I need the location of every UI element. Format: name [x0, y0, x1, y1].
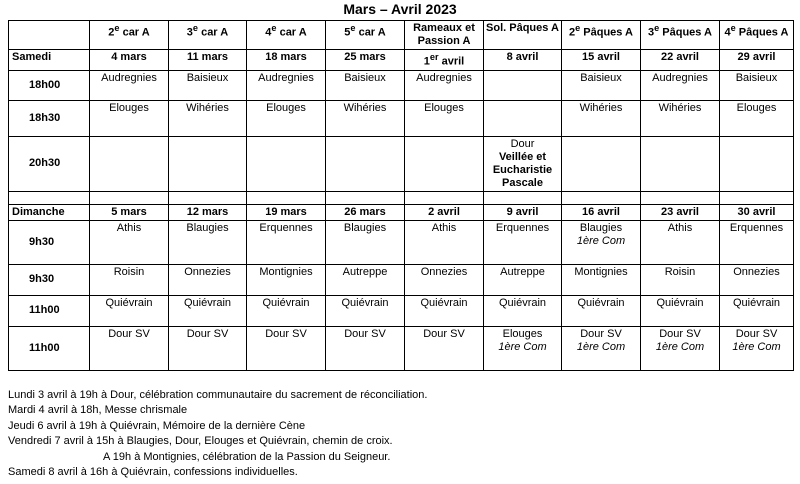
cell-superscript: e	[350, 23, 356, 33]
sunday-date: 16 avril	[562, 204, 641, 220]
mass-cell	[720, 326, 794, 370]
mass-cell: Baisieux	[169, 70, 247, 100]
time-label: 9h30	[9, 264, 90, 295]
corner-cell	[9, 21, 90, 50]
mass-place: Quiévrain	[732, 296, 781, 309]
time-label: 9h30	[9, 220, 90, 264]
mass-cell: Audregnies	[405, 70, 484, 100]
communion-note: 1ère Com	[655, 340, 705, 353]
mass-cell	[169, 220, 247, 264]
mass-place: Quiévrain	[420, 296, 468, 309]
time-label: 18h30	[9, 100, 90, 136]
mass-cell	[247, 136, 326, 191]
mass-cell	[484, 100, 562, 136]
saturday-date	[405, 50, 484, 71]
mass-cell	[720, 264, 794, 295]
mass-cell	[641, 220, 720, 264]
saturday-date	[169, 50, 247, 71]
mass-cell	[562, 326, 641, 370]
mass-cell	[326, 136, 405, 191]
mass-cell: Baisieux	[562, 70, 641, 100]
time-label: 18h00	[9, 70, 90, 100]
mass-cell	[484, 295, 562, 326]
note-line: Vendredi 7 avril à 15h à Blaugies, Dour, Elouges et Quiévrain, chemin de croix.	[8, 435, 393, 448]
cell-text: 11 mars	[187, 51, 228, 63]
sunday-date: 23 avril	[641, 204, 720, 220]
mass-cell	[720, 295, 794, 326]
cell-superscript: e	[271, 23, 277, 33]
mass-place: Dour SV	[580, 327, 622, 340]
mass-cell	[484, 136, 562, 191]
mass-place: Quiévrain	[656, 296, 704, 309]
mass-schedule-table	[8, 20, 794, 371]
cell-text: 15 avril	[582, 51, 620, 63]
mass-cell	[405, 220, 484, 264]
time-label: 20h30	[9, 136, 90, 191]
communion-note: 1ère Com	[732, 340, 781, 353]
cell-text: 29 avril	[737, 51, 776, 63]
mass-place: Blaugies	[579, 221, 623, 234]
vigil-text: Veillée et	[498, 150, 547, 163]
cell-text: 4 mars	[111, 51, 147, 63]
mass-cell: Audregnies	[247, 70, 326, 100]
mass-cell: Elouges	[720, 100, 794, 136]
column-header	[484, 21, 562, 50]
note-line: Lundi 3 avril à 19h à Dour, célébration communautaire du sacrement de réconciliation.	[8, 389, 428, 401]
mass-place: Quiévrain	[183, 296, 232, 309]
mass-place: Athis	[116, 221, 142, 234]
mass-cell	[562, 136, 641, 191]
mass-cell	[484, 326, 562, 370]
saturday-time-row	[9, 100, 794, 136]
spacer-cell	[9, 191, 90, 204]
cell-superscript: e	[114, 23, 120, 33]
mass-cell	[247, 264, 326, 295]
column-header	[720, 21, 794, 50]
mass-cell	[90, 220, 169, 264]
saturday-time-row	[9, 136, 794, 191]
vigil-place: Dour	[510, 137, 535, 150]
spacer-cell	[641, 191, 720, 204]
column-header	[247, 21, 326, 50]
mass-place: Athis	[431, 221, 457, 234]
sunday-date: 19 mars	[247, 204, 326, 220]
cell-superscript: e	[730, 23, 736, 33]
notes-section	[8, 388, 792, 480]
mass-cell: Baisieux	[326, 70, 405, 100]
spacer-cell	[326, 191, 405, 204]
mass-place: Dour SV	[344, 327, 386, 340]
mass-place: Erquennes	[259, 221, 313, 234]
mass-place: Elouges	[502, 327, 543, 340]
mass-cell	[405, 326, 484, 370]
cell-text: Rameaux et Passion A	[413, 22, 475, 47]
cell-text: 4	[265, 26, 272, 39]
saturday-date	[247, 50, 326, 71]
spacer-row	[9, 191, 794, 204]
sunday-time-row	[9, 220, 794, 264]
spacer-cell	[90, 191, 169, 204]
cell-superscript: er	[429, 52, 439, 62]
communion-note: 1ère Com	[576, 340, 626, 353]
column-header	[405, 21, 484, 50]
cell-superscript: e	[575, 23, 581, 33]
cell-text: 2	[108, 26, 115, 39]
note-line: A 19h à Montignies, célébration de la Passion du Seigneur.	[103, 450, 391, 463]
note-line: Samedi 8 avril à 16h à Quiévrain, confessions individuelles.	[8, 466, 298, 479]
mass-place: Erquennes	[495, 221, 550, 234]
mass-cell: Elouges	[90, 100, 169, 136]
mass-place: Autreppe	[342, 265, 388, 278]
saturday-time-row	[9, 70, 794, 100]
cell-text-rest: Pâques A	[735, 26, 789, 39]
mass-cell	[169, 326, 247, 370]
mass-place: Quiévrain	[498, 296, 547, 309]
mass-cell: Audregnies	[641, 70, 720, 100]
cell-text-rest: Pâques A	[659, 26, 712, 39]
column-header	[562, 21, 641, 50]
cell-text: 8 avril	[506, 51, 539, 63]
mass-place: Onnezies	[733, 265, 780, 278]
saturday-date	[562, 50, 641, 71]
time-label: 11h00	[9, 295, 90, 326]
mass-cell	[641, 295, 720, 326]
column-header	[641, 21, 720, 50]
spacer-cell	[169, 191, 247, 204]
sunday-date: 26 mars	[326, 204, 405, 220]
column-header	[90, 21, 169, 50]
mass-cell: Wihéries	[326, 100, 405, 136]
cell-text: 3	[186, 26, 193, 39]
mass-cell	[405, 264, 484, 295]
time-label: 11h00	[9, 326, 90, 370]
mass-cell	[641, 264, 720, 295]
cell-text-rest: Pâques A	[580, 26, 633, 39]
cell-text: Sol. Pâques A	[486, 22, 559, 34]
mass-cell	[326, 264, 405, 295]
cell-text: 1	[423, 55, 430, 68]
saturday-date	[90, 50, 169, 71]
sunday-date: 5 mars	[90, 204, 169, 220]
mass-cell	[247, 326, 326, 370]
cell-superscript: e	[654, 23, 660, 33]
saturday-row	[9, 50, 794, 71]
mass-place: Roisin	[113, 265, 145, 278]
sunday-time-row	[9, 295, 794, 326]
saturday-label: Samedi	[9, 50, 90, 71]
cell-text-rest: car A	[119, 26, 150, 39]
cell-text: 25 mars	[344, 51, 386, 63]
mass-place: Roisin	[664, 265, 696, 278]
page-title: Mars – Avril 2023	[343, 1, 457, 17]
mass-cell	[90, 295, 169, 326]
sunday-date: 12 mars	[169, 204, 247, 220]
spacer-cell	[405, 191, 484, 204]
cell-text: 18 mars	[265, 51, 307, 63]
spacer-cell	[562, 191, 641, 204]
cell-text-rest: car A	[276, 26, 307, 39]
mass-cell	[247, 295, 326, 326]
mass-cell	[641, 326, 720, 370]
mass-place: Dour SV	[659, 327, 701, 340]
mass-cell: Elouges	[405, 100, 484, 136]
cell-text: 22 avril	[661, 51, 699, 63]
saturday-date	[720, 50, 794, 71]
column-header	[169, 21, 247, 50]
mass-place: Dour SV	[423, 327, 465, 340]
mass-cell	[247, 220, 326, 264]
communion-note: 1ère Com	[498, 340, 547, 353]
spacer-cell	[247, 191, 326, 204]
mass-cell	[562, 264, 641, 295]
mass-cell	[405, 295, 484, 326]
cell-text-rest: avril	[438, 55, 465, 68]
sunday-time-row	[9, 326, 794, 370]
mass-place: Onnezies	[184, 265, 231, 278]
sunday-label: Dimanche	[9, 204, 90, 220]
mass-cell	[326, 220, 405, 264]
mass-cell	[169, 136, 247, 191]
cell-text: 3	[648, 26, 655, 39]
mass-place: Dour SV	[735, 327, 778, 340]
mass-place: Dour SV	[265, 327, 307, 340]
header-row	[9, 21, 794, 50]
mass-cell	[90, 326, 169, 370]
spacer-cell	[484, 191, 562, 204]
cell-superscript: e	[192, 23, 199, 33]
sunday-row	[9, 204, 794, 220]
mass-cell: Audregnies	[90, 70, 169, 100]
column-header	[326, 21, 405, 50]
sunday-date: 9 avril	[484, 204, 562, 220]
mass-place: Quiévrain	[341, 296, 389, 309]
mass-place: Dour SV	[186, 327, 229, 340]
mass-cell	[90, 264, 169, 295]
saturday-date	[326, 50, 405, 71]
saturday-date	[641, 50, 720, 71]
mass-cell	[720, 220, 794, 264]
cell-text-rest: car A	[198, 26, 229, 39]
vigil-text: Eucharistie	[492, 163, 553, 176]
mass-place: Dour SV	[108, 327, 150, 340]
cell-text: 2	[569, 26, 576, 39]
mass-place: Onnezies	[420, 265, 468, 278]
mass-place: Blaugies	[343, 221, 387, 234]
saturday-date	[484, 50, 562, 71]
mass-cell	[484, 70, 562, 100]
mass-cell	[326, 295, 405, 326]
mass-cell: Wihéries	[562, 100, 641, 136]
communion-note: 1ère Com	[576, 234, 626, 247]
mass-cell	[405, 136, 484, 191]
mass-place: Blaugies	[186, 221, 229, 234]
sunday-date: 30 avril	[720, 204, 794, 220]
mass-place: Montignies	[259, 265, 313, 278]
mass-place: Quiévrain	[262, 296, 310, 309]
cell-text-rest: car A	[355, 26, 386, 39]
spacer-cell	[720, 191, 794, 204]
vigil-text: Pascale	[502, 176, 543, 189]
mass-place: Montignies	[574, 265, 628, 278]
mass-cell	[484, 264, 562, 295]
mass-cell	[562, 295, 641, 326]
cell-text: 4	[724, 26, 731, 39]
mass-place: Autreppe	[500, 265, 545, 278]
sunday-date: 2 avril	[405, 204, 484, 220]
mass-cell	[169, 264, 247, 295]
mass-cell	[641, 136, 720, 191]
mass-cell: Baisieux	[720, 70, 794, 100]
note-line: Jeudi 6 avril à 19h à Quiévrain, Mémoire de la dernière Cène	[8, 419, 306, 432]
mass-cell	[326, 326, 405, 370]
cell-text: 5	[344, 26, 351, 39]
mass-cell: Elouges	[247, 100, 326, 136]
mass-place: Erquennes	[729, 221, 784, 234]
mass-cell	[90, 136, 169, 191]
sunday-time-row	[9, 264, 794, 295]
mass-cell	[169, 295, 247, 326]
mass-cell	[562, 220, 641, 264]
mass-place: Quiévrain	[105, 296, 153, 309]
mass-cell: Wihéries	[169, 100, 247, 136]
mass-cell	[484, 220, 562, 264]
note-line: Mardi 4 avril à 18h, Messe chrismale	[8, 404, 188, 417]
mass-place: Athis	[667, 221, 693, 234]
mass-cell: Wihéries	[641, 100, 720, 136]
mass-cell	[720, 136, 794, 191]
mass-place: Quiévrain	[577, 296, 625, 309]
